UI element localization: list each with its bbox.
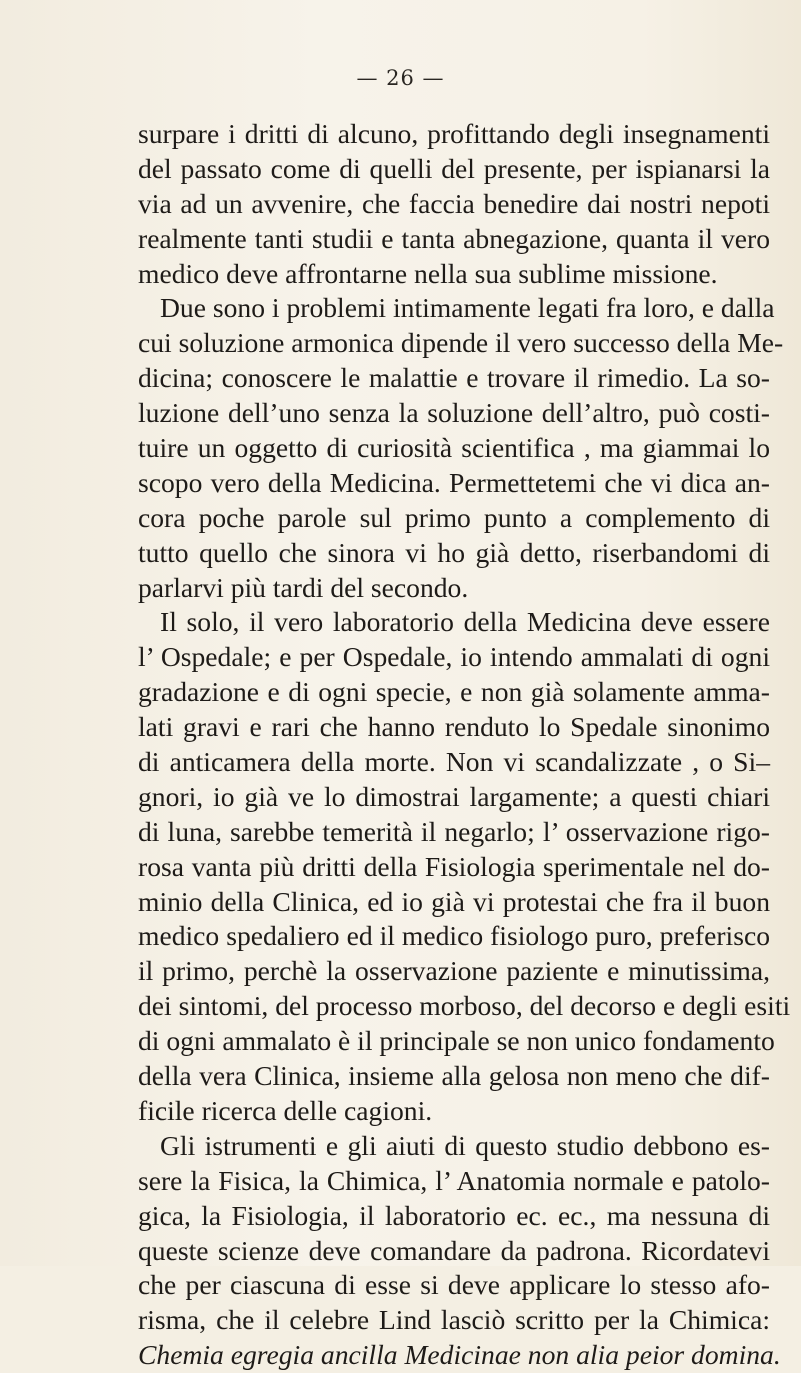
text-line: medico spedaliero ed il medico fisiologo puro, preferisco [138,920,770,952]
page-number: — 26 — [356,66,445,90]
text-line: via ad un avvenire, che faccia benedire dai nostri nepoti [138,187,770,219]
text-line: sere la Fisica, la Chimica, l’ Anatomia normale e patolo- [138,1164,770,1196]
text-line: gradazione e di ogni specie, e non già solamente amma- [138,676,770,708]
text-line: di luna, sarebbe temerità il negarlo; l’ osservazione rigo- [138,815,770,847]
text-line: minio della Clinica, ed io già vi protestai che fra il buon [138,885,770,917]
text-line: risma, che il celebre Lind lasciò scritto per la Chimica: [138,1304,770,1336]
text-line: dicina; conoscere le malattie e trovare il rimedio. La so- [138,362,770,394]
text-line: Due sono i problemi intimamente legati fra loro, e dalla [160,292,775,324]
text-line: queste scienze deve comandare da padrona. Ricordatevi [138,1234,770,1266]
text-line: rosa vanta più dritti della Fisiologia sperimentale nel do- [138,850,770,882]
text-line: l’ Ospedale; e per Ospedale, io intendo ammalati di ogni [138,641,770,673]
text-line: surpare i dritti di alcuno, profittando degli insegnamenti [138,118,770,149]
text-line: dei sintomi, del processo morboso, del decorso e degli esiti [138,990,791,1022]
text-line: medico deve affrontarne nella sua sublime missione. [138,257,718,289]
text-line: realmente tanti studii e tanta abnegazione, quanta il vero [138,222,770,254]
text-line: luzione dell’uno senza la soluzione dell’altro, può costi- [138,397,770,429]
text-line: lati gravi e rari che hanno renduto lo Spedale sinonimo [138,711,770,743]
text-line: di ogni ammalato è il principale se non unico fondamento [138,1025,775,1057]
text-line: cora poche parole sul primo punto a complemento di [138,501,770,533]
text-line: gica, la Fisiologia, il laboratorio ec. ec., ma nessuna di [138,1199,770,1231]
text-line: parlarvi più tardi del secondo. [138,571,469,603]
body-text [138,117,791,1373]
text-line: cui soluzione armonica dipende il vero successo della Me- [138,327,784,359]
text-line: scopo vero della Medicina. Permettetemi che vi dica an- [138,466,770,498]
text-line: di anticamera della morte. Non vi scandalizzate , o Si– [138,746,770,778]
text-line: Gli istrumenti e gli aiuti di questo studio debbono es- [160,1129,770,1161]
text-line: che per ciascuna di esse si deve applicare lo stesso afo- [138,1269,770,1301]
text-line: tuire un oggetto di curiosità scientifica , ma giammai lo [138,432,770,464]
text-line: del passato come di quelli del presente, per ispianarsi la [138,152,770,184]
text-line: della vera Clinica, insieme alla gelosa non meno che dif- [138,1060,770,1092]
text-line: tutto quello che sinora vi ho già detto, riserbandomi di [138,536,770,568]
text-line: il primo, perchè la osservazione paziente e minutissima, [138,955,770,987]
text-line: ficile ricerca delle cagioni. [138,1094,433,1126]
text-line: gnori, io già ve lo dimostrai largamente; a questi chiari [138,780,770,812]
text-line: Il solo, il vero laboratorio della Medicina deve essere [160,606,770,638]
text-line-italic: Chemia egregia ancilla Medicinae non alia peior domina. [138,1339,781,1371]
